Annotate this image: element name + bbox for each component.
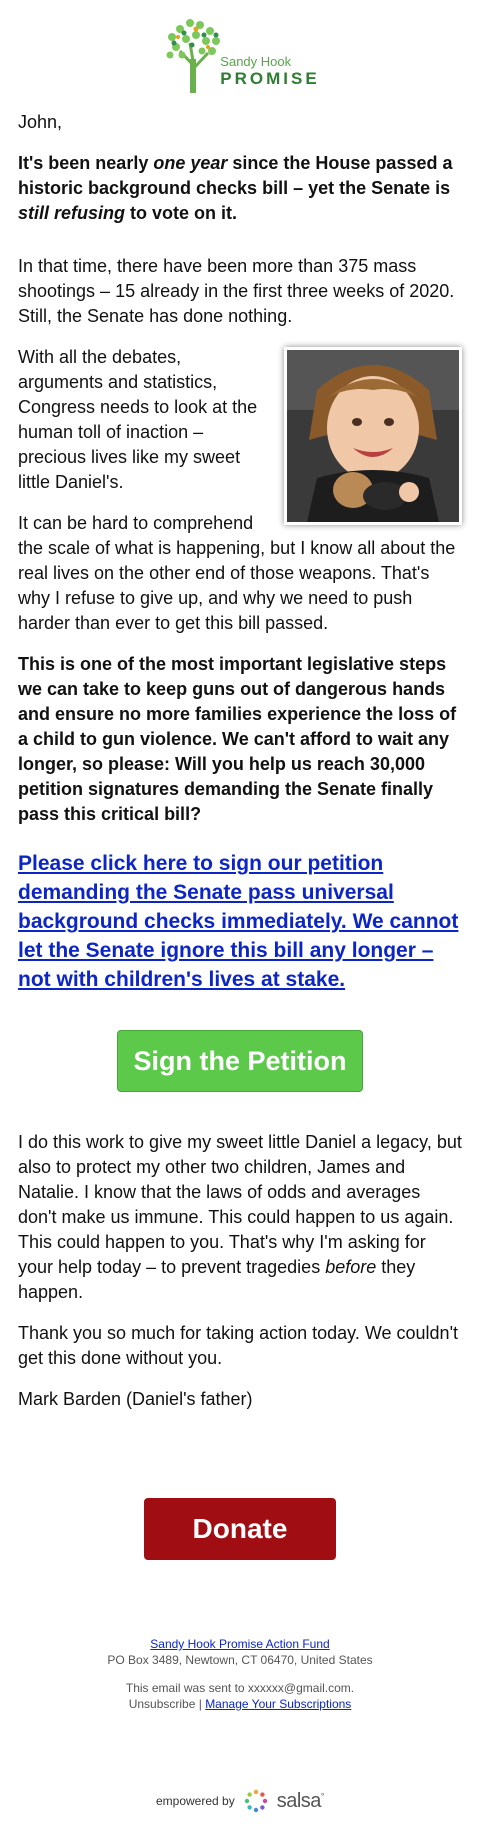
org-link[interactable]: Sandy Hook Promise Action Fund [150,1637,330,1651]
donate-button-row [18,1412,462,1560]
manage-subscriptions-link[interactable]: Manage Your Subscriptions [205,1697,352,1711]
greeting: John, [18,112,63,132]
logo-text [220,54,319,89]
daniel-photo [284,347,462,525]
legacy-emphasis: before [325,1257,377,1277]
powered-by[interactable] [0,1788,480,1814]
link-separator: | [195,1697,206,1711]
footer [0,1636,480,1712]
unsubscribe-text[interactable]: Unsubscribe [128,1697,196,1711]
tree-icon [160,15,226,95]
org-address: PO Box 3489, Newtown, CT 06470, United States [107,1653,373,1667]
paragraph-human-toll: With all the debates, arguments and statistics, Congress needs to look at the human toll of inaction – precious lives like my sweet little Daniel's. [18,347,258,492]
paragraph-real-lives: It can be hard to comprehend the scale of what is happening, but I know all about the real lives on the other end of those weapons. That's why I refuse to give up, and why we need to push harder than ever to get this bill passed. [18,513,456,633]
signature: Mark Barden (Daniel's father) [18,1389,253,1409]
message-content [0,110,480,1560]
lead-paragraph [18,151,462,226]
legacy-text-2: they happen. [18,1257,416,1302]
lead-emphasis-1: one year [153,153,228,173]
logo[interactable] [0,0,480,96]
salsa-wordmark [277,1790,324,1813]
sign-button-row [18,994,462,1092]
paragraph-legacy [18,1130,462,1305]
logo-line1: Sandy Hook [220,54,292,69]
ask-paragraph: This is one of the most important legislative steps we can take to keep guns out of dangerous hands and ensure no more families experience the loss of a child to gun violence. We can't afford to wait any longer, so please: Will you help us reach 30,000 petition signatures demanding the Senate finally pass this critical bill? [18,654,457,824]
paragraph-shootings: In that time, there have been more than 375 mass shootings – 15 already in the first three weeks of 2020. Still, the Senate has done nothing. [18,256,455,326]
sign-petition-button[interactable]: Sign the Petition [117,1030,363,1092]
lead-text-3: to vote on it. [125,203,238,223]
subscription-links [0,1696,480,1712]
petition-text-link[interactable]: Please click here to sign our petition demanding the Senate pass universal background checks immediately. We cannot let the Senate ignore this bill any longer – not with children's lives at stake. [18,852,459,991]
lead-text-1: It's been nearly [18,153,154,173]
logo-line2: PROMISE [220,69,320,88]
legacy-text-1: I do this work to give my sweet little Daniel a legacy, but also to protect my other two children, James and Natalie. I know that the laws of odds and averages don't make us immune. This could happen to us again. This could happen to you. That's why I'm asking for your help today – to prevent tragedies [18,1132,462,1277]
donate-button[interactable]: Donate [144,1498,336,1560]
powered-by-label: empowered by [155,1794,235,1808]
logo-inner [160,15,319,95]
salsa-name: salsa [276,1789,321,1812]
lead-emphasis-2: still refusing [18,203,126,223]
lead-text-2: since the House passed a historic background checks bill – yet the Senate is [18,153,453,198]
sent-to-notice: This email was sent to xxxxxx@gmail.com. [125,1681,355,1695]
photo-section [18,345,462,636]
salsa-mark: ° [320,1790,325,1801]
salsa-logo-icon [243,1788,269,1814]
paragraph-thanks: Thank you so much for taking action today. We couldn't get this done without you. [18,1323,459,1368]
